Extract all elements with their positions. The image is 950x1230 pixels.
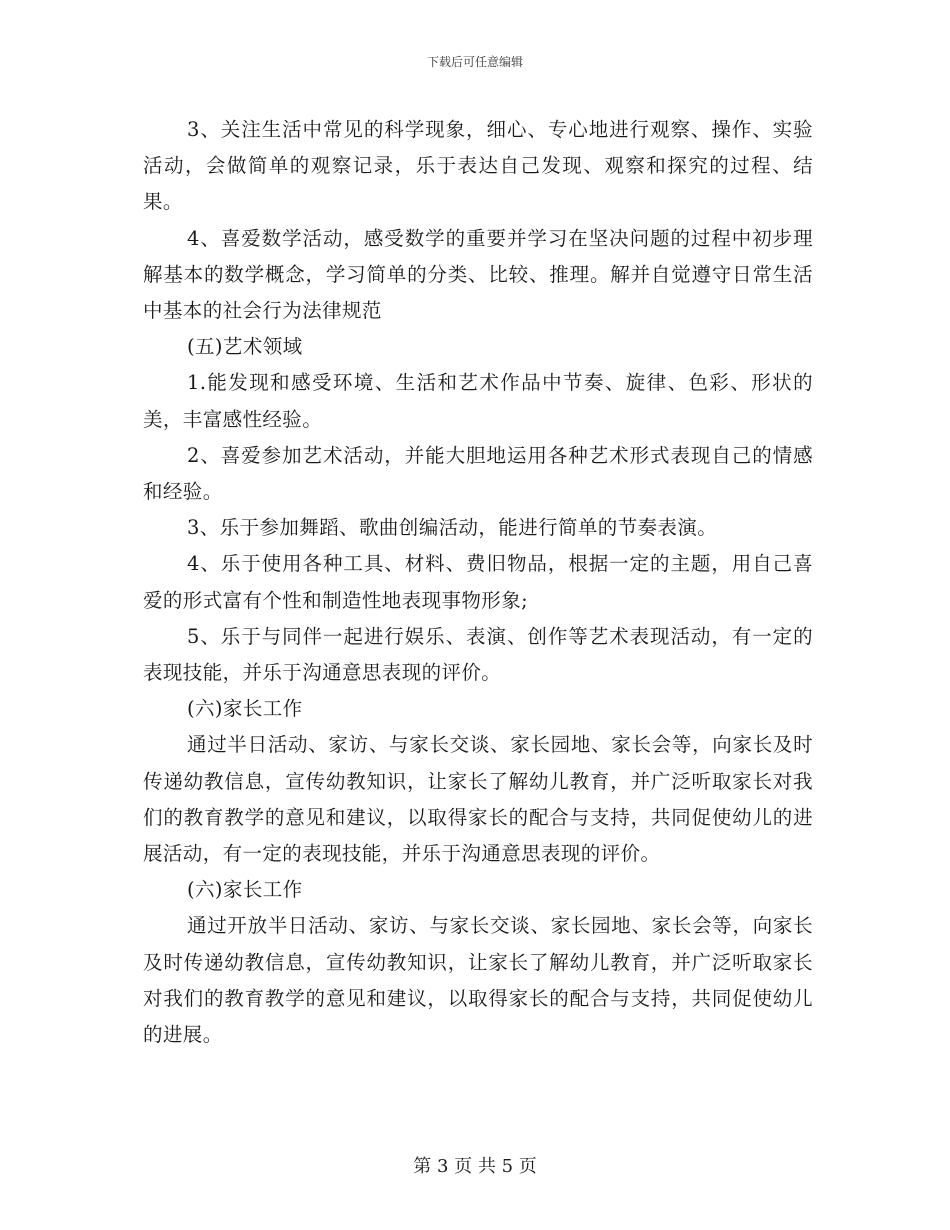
page-number: 第 3 页 共 5 页 — [413, 1156, 537, 1177]
paragraph-art-3: 3、乐于参加舞蹈、歌曲创编活动，能进行简单的节奏表演。 — [187, 516, 718, 540]
section-heading-parents-repeat: (六)家长工作 — [187, 878, 303, 902]
paragraph-art-4: 4、乐于使用各种工具、材料、费旧物品，根据一定的主题，用自己喜爱的形式富有个性和制造性地表现事物形象; — [143, 552, 813, 612]
paragraph-science-observation: 3、关注生活中常见的科学现象，细心、专心地进行观察、操作、实验活动，会做简单的观察记录，乐于表达自己发现、观察和探究的过程、结果。 — [143, 118, 813, 214]
section-heading-art: (五)艺术领域 — [187, 335, 303, 359]
section-heading-parents: (六)家长工作 — [187, 697, 303, 721]
page-header: 下载后可任意编辑 — [426, 55, 523, 69]
paragraph-math-activity: 4、喜爱数学活动，感受数学的重要并学习在坚决问题的过程中初步理解基本的数学概念，学习简单的分类、比较、推理。解并自觉遵守日常生活中基本的社会行为法律规范 — [143, 226, 813, 323]
paragraph-parents-1: 通过半日活动、家访、与家长交谈、家长园地、家长会等，向家长及时传递幼教信息，宣传幼教知识，让家长了解幼儿教育，并广泛听取家长对我们的教育教学的意见和建议，以取得家长的配合与支持，共同促使幼儿的进展活动，有一定的表现技能，并乐于沟通意思表现的评价。 — [143, 733, 813, 866]
paragraph-art-5: 5、乐于与同伴一起进行娱乐、表演、创作等艺术表现活动，有一定的表现技能，并乐于沟通意思表现的评价。 — [143, 624, 813, 685]
document-body — [143, 112, 813, 1053]
paragraph-parents-2: 通过开放半日活动、家访、与家长交谈、家长园地、家长会等，向家长及时传递幼教信息，宣传幼教知识，让家长了解幼儿教育，并广泛听取家长对我们的教育教学的意见和建议，以取得家长的配合与支持，共同促使幼儿的进展。 — [143, 914, 813, 1047]
paragraph-art-1: 1.能发现和感受环境、生活和艺术作品中节奏、旋律、色彩、形状的美，丰富感性经验。 — [143, 371, 813, 431]
paragraph-art-2: 2、喜爱参加艺术活动，并能大胆地运用各种艺术形式表现自己的情感和经验。 — [143, 443, 813, 504]
